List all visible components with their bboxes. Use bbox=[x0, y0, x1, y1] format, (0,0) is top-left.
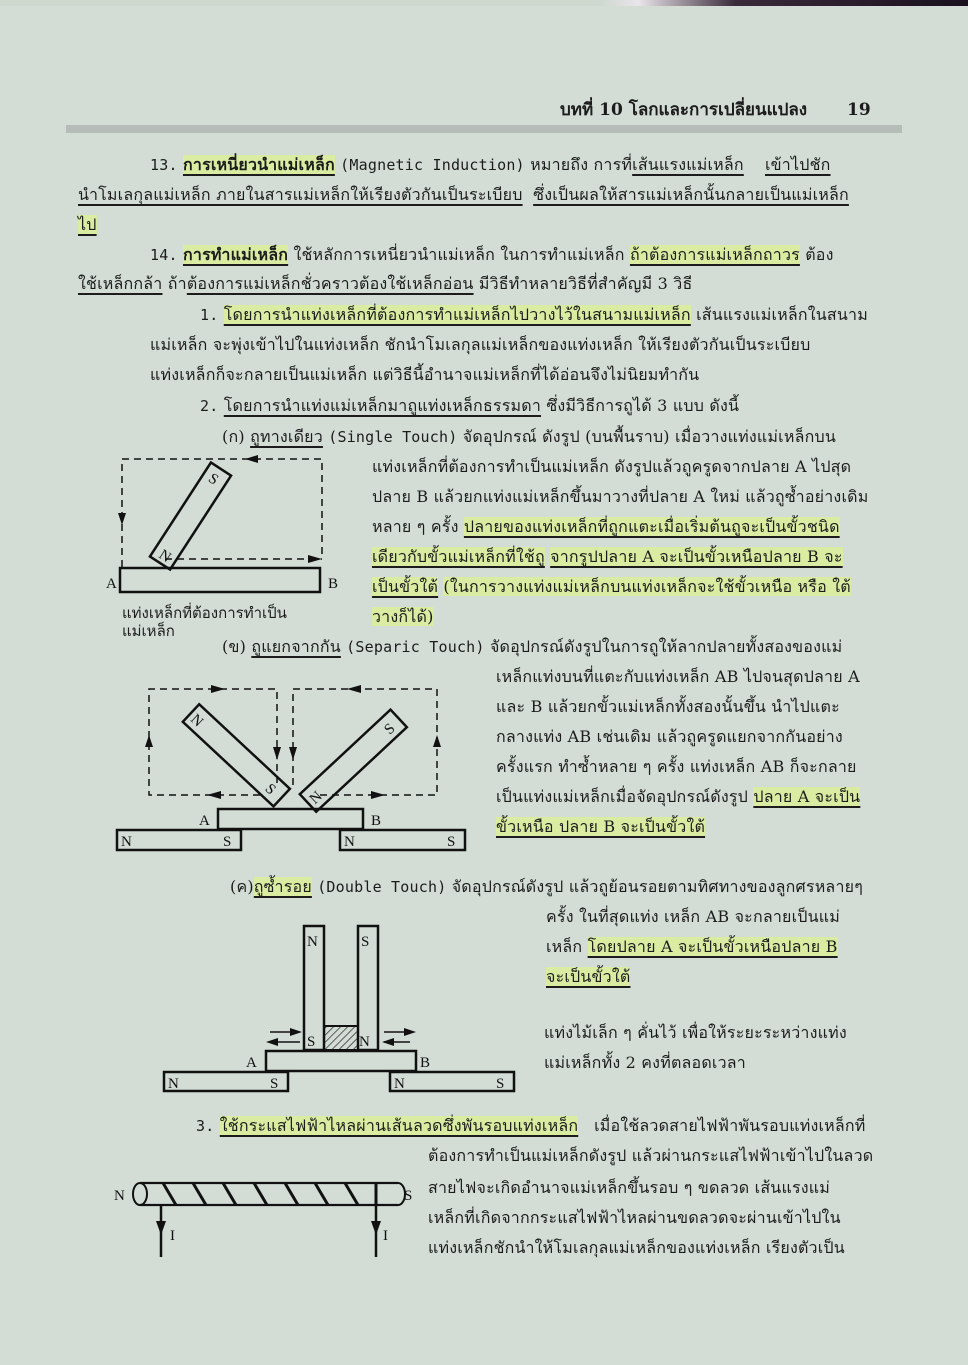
arrow-icon bbox=[382, 1038, 394, 1046]
svg-text:N: N bbox=[394, 1076, 405, 1092]
svg-text:S: S bbox=[447, 834, 456, 850]
south-pole-label: S bbox=[404, 1188, 413, 1204]
separate-touch-line-6: เป็นแท่งแม่เหล็กเมื่อจัดอุปกรณ์ดังรูป ปลาย A จะเป็น bbox=[496, 787, 861, 806]
current-arrow-icon bbox=[156, 1221, 166, 1235]
svg-text:S: S bbox=[381, 720, 399, 739]
current-label: I bbox=[383, 1228, 388, 1244]
separate-touch-line-3: และ B แล้วยกขั้วแม่เหล็กทั้งสองนั้นขึ้น นำไปแตะ bbox=[496, 697, 840, 716]
method-2-line-1: 2. โดยการนำแท่งแม่เหล็กมาถูแท่งเหล็กธรรมดา ซึ่งมีวิธีการถูได้ 3 แบบ ดังนี้ bbox=[200, 396, 740, 415]
end-b-label: B bbox=[328, 576, 339, 592]
spacer-note-line-2: แม่เหล็กทั้ง 2 คงที่ตลอดเวลา bbox=[544, 1053, 746, 1072]
double-touch-figure bbox=[160, 924, 520, 1094]
svg-text:S: S bbox=[496, 1076, 505, 1092]
arrow-icon bbox=[207, 791, 221, 799]
arrow-icon bbox=[290, 1028, 302, 1036]
section-14-line-1: 14. การทำแม่เหล็ก ใช้หลักการเหนี่ยวนำแม่เหล็ก ในการทำแม่เหล็ก ถ้าต้องการแม่เหล็กถาวร ต้อง bbox=[150, 245, 834, 264]
figure-caption-line-1: แท่งเหล็กที่ต้องการทำเป็น bbox=[122, 604, 287, 622]
arrow-icon bbox=[371, 791, 385, 799]
wooden-spacer bbox=[324, 1026, 358, 1050]
scan-edge bbox=[0, 0, 968, 6]
page-number: 19 bbox=[847, 100, 871, 120]
separate-touch-line-1: (ข) ถูแยกจากกัน (Separic Touch) จัดอุปกรณ์ดังรูปในการถูให้ลากปลายทั้งสองของแม่ bbox=[222, 637, 843, 656]
bar-magnet-right bbox=[300, 710, 407, 812]
term-making-magnet: การทำแม่เหล็ก bbox=[183, 245, 289, 264]
end-a-label: A bbox=[106, 576, 117, 592]
arrow-icon bbox=[433, 735, 441, 747]
end-b-label: B bbox=[371, 813, 382, 829]
svg-text:S: S bbox=[361, 934, 370, 950]
iron-bar-ab bbox=[218, 809, 363, 829]
north-pole-label: N bbox=[114, 1188, 125, 1204]
separate-touch-line-7: ขั้วเหนือ ปลาย B จะเป็นขั้วใต้ bbox=[496, 817, 706, 836]
arrow-icon bbox=[266, 1038, 278, 1046]
end-a-label: A bbox=[199, 813, 210, 829]
double-touch-line-1: (ค)ถูซ้ำรอย (Double Touch) จัดอุปกรณ์ดังรูป แล้วถูย้อนรอยตามทิศทางของลูกศรหลายๆ bbox=[230, 877, 863, 896]
separate-touch-line-5: ครั้งแรก ทำซ้ำหลาย ๆ ครั้ง แท่งเหล็ก AB ก็จะกลาย bbox=[496, 757, 857, 776]
single-touch-line-1: (ก) ถูทางเดียว (Single Touch) จัดอุปกรณ์ ดังรูป (บนพื้นราบ) เมื่อวางแท่งแม่เหล็กบน bbox=[222, 427, 836, 446]
figure-caption-line-2: แม่เหล็ก bbox=[122, 622, 175, 640]
single-touch-line-2: แท่งเหล็กที่ต้องการทำเป็นแม่เหล็ก ดังรูปแล้วถูครูดจากปลาย A ไปสุด bbox=[372, 457, 852, 476]
svg-text:N: N bbox=[155, 546, 174, 567]
double-touch-line-2: ครั้ง ในที่สุดแท่ง เหล็ก AB จะกลายเป็นแม่ bbox=[546, 907, 841, 926]
section-13-line-3: ไป bbox=[78, 215, 97, 234]
svg-text:S: S bbox=[205, 470, 222, 489]
separate-touch-line-4: กลางแท่ง AB เช่นเดิม แล้วถูครูดแยกจากกันอย่าง bbox=[496, 727, 843, 746]
method-1-line-2: แม่เหล็ก จะพุ่งเข้าไปในแท่งเหล็ก ชักนำโมเลกุลแม่เหล็กของแท่งเหล็ก ให้เรียงตัวกันเป็นระเบียบ bbox=[150, 335, 811, 354]
svg-text:S: S bbox=[270, 1076, 279, 1092]
page-header bbox=[560, 96, 871, 123]
arrow-icon bbox=[118, 513, 126, 525]
end-a-label: A bbox=[246, 1055, 257, 1071]
bar-magnet-left bbox=[183, 704, 290, 806]
svg-text:N: N bbox=[187, 711, 206, 731]
svg-text:S: S bbox=[261, 780, 279, 799]
coil-wire bbox=[163, 1183, 376, 1205]
single-touch-line-7: วางก็ได้) bbox=[372, 607, 434, 626]
method-3-line-4: เหล็กที่เกิดจากกระแสไฟฟ้าไหลผ่านขดลวดจะผ่านเข้าไปใน bbox=[428, 1208, 841, 1227]
arrow-icon bbox=[273, 747, 281, 760]
double-touch-line-3: เหล็ก โดยปลาย A จะเป็นขั้วเหนือปลาย B bbox=[546, 937, 838, 956]
bar-magnet bbox=[150, 463, 231, 570]
single-touch-line-3: ปลาย B แล้วยกแท่งแม่เหล็กขึ้นมาวางที่ปลาย A ใหม่ แล้วถูซ้ำอย่างเดิม bbox=[372, 487, 869, 506]
method-1-line-3: แท่งเหล็กก็จะกลายเป็นแม่เหล็ก แต่วิธีนี้อำนาจแม่เหล็กที่ได้อ่อนจึงไม่นิยมทำกัน bbox=[150, 365, 700, 384]
arrow-icon bbox=[347, 685, 361, 693]
single-touch-line-5: เดียวกับขั้วแม่เหล็กที่ใช้ถู จากรูปปลาย A จะเป็นขั้วเหนือปลาย B จะ bbox=[372, 547, 843, 566]
svg-text:N: N bbox=[344, 834, 355, 850]
svg-text:N: N bbox=[359, 1034, 370, 1050]
svg-text:S: S bbox=[307, 1034, 316, 1050]
field-line-dashed bbox=[149, 689, 437, 795]
arrow-icon bbox=[245, 455, 258, 463]
term-magnetic-induction: การเหนี่ยวนำแม่เหล็ก bbox=[183, 155, 335, 174]
field-line-dashed bbox=[122, 459, 322, 567]
method-3-line-2: ต้องการทำเป็นแม่เหล็กดังรูป แล้วผ่านกระแสไฟฟ้าเข้าไปในลวด bbox=[428, 1146, 874, 1165]
double-touch-line-4: จะเป็นขั้วใต้ bbox=[546, 967, 631, 986]
svg-text:S: S bbox=[223, 834, 232, 850]
single-touch-line-4: หลาย ๆ ครั้ง ปลายของแท่งเหล็กที่ถูกแตะเมื่อเริ่มต้นถูจะเป็นขั้วชนิด bbox=[372, 517, 840, 536]
single-touch-line-6: เป็นขั้วใต้ (ในการวางแท่งแม่เหล็กบนแท่งเหล็กจะใช้ขั้วเหนือ หรือ ใต้ bbox=[372, 577, 851, 596]
arrow-icon bbox=[211, 685, 225, 693]
single-touch-figure bbox=[100, 455, 340, 595]
section-14-line-2: ใช้เหล็กกล้า ถ้าต้องการแม่เหล็กชั่วคราวต้องใช้เหล็กอ่อน มีวิธีทำหลายวิธีที่สำคัญมี 3 วิธี bbox=[78, 274, 693, 293]
arrow-icon bbox=[289, 747, 297, 760]
method-1-line-1: 1. โดยการนำแท่งเหล็กที่ต้องการทำแม่เหล็กไปวางไว้ในสนามแม่เหล็ก เส้นแรงแม่เหล็กในสนาม bbox=[200, 305, 868, 324]
solenoid-figure bbox=[108, 1175, 418, 1260]
method-3-line-5: แท่งเหล็กชักนำให้โมเลกุลแม่เหล็กของแท่งเหล็ก เรียงตัวเป็น bbox=[428, 1238, 845, 1257]
separate-touch-figure bbox=[115, 685, 470, 855]
svg-text:N: N bbox=[306, 788, 326, 808]
header-rule bbox=[66, 125, 902, 133]
arrow-icon bbox=[404, 1028, 416, 1036]
svg-text:N: N bbox=[168, 1076, 179, 1092]
iron-bar bbox=[120, 568, 320, 592]
end-b-label: B bbox=[420, 1055, 431, 1071]
chapter-title: บทที่ 10 โลกและการเปลี่ยนแปลง bbox=[560, 100, 808, 120]
method-3-line-3: สายไฟจะเกิดอำนาจแม่เหล็กขึ้นรอบ ๆ ขดลวด เส้นแรงแม่ bbox=[428, 1178, 831, 1197]
separate-touch-line-2: เหล็กแท่งบนที่แตะกับแท่งเหล็ก AB ไปจนสุดปลาย A bbox=[496, 667, 860, 686]
section-13-line-2: นำโมเลกุลแม่เหล็ก ภายในสารแม่เหล็กให้เรียงตัวกันเป็นระเบียบ ซึ่งเป็นผลให้สารแม่เหล็กนั้นกลายเป็นแม่เหล็ก bbox=[78, 185, 849, 204]
svg-text:N: N bbox=[121, 834, 132, 850]
arrow-icon bbox=[308, 555, 322, 563]
svg-text:N: N bbox=[307, 934, 318, 950]
iron-bar-ab bbox=[266, 1051, 416, 1071]
current-label: I bbox=[170, 1228, 175, 1244]
method-3-line-1: 3. ใช้กระแสไฟฟ้าไหลผ่านเส้นลวดซึ่งพันรอบแท่งเหล็ก เมื่อใช้ลวดสายไฟฟ้าพันรอบแท่งเหล็กที่ bbox=[196, 1116, 866, 1135]
spacer-note-line-1: แท่งไม้เล็ก ๆ คั่นไว้ เพื่อให้ระยะระหว่างแท่ง bbox=[544, 1023, 847, 1042]
arrow-icon bbox=[145, 735, 153, 747]
current-arrow-icon bbox=[371, 1221, 381, 1235]
section-13-line-1: 13. การเหนี่ยวนำแม่เหล็ก (Magnetic Induction) หมายถึง การที่เส้นแรงแม่เหล็ก เข้าไปชัก bbox=[150, 155, 831, 174]
